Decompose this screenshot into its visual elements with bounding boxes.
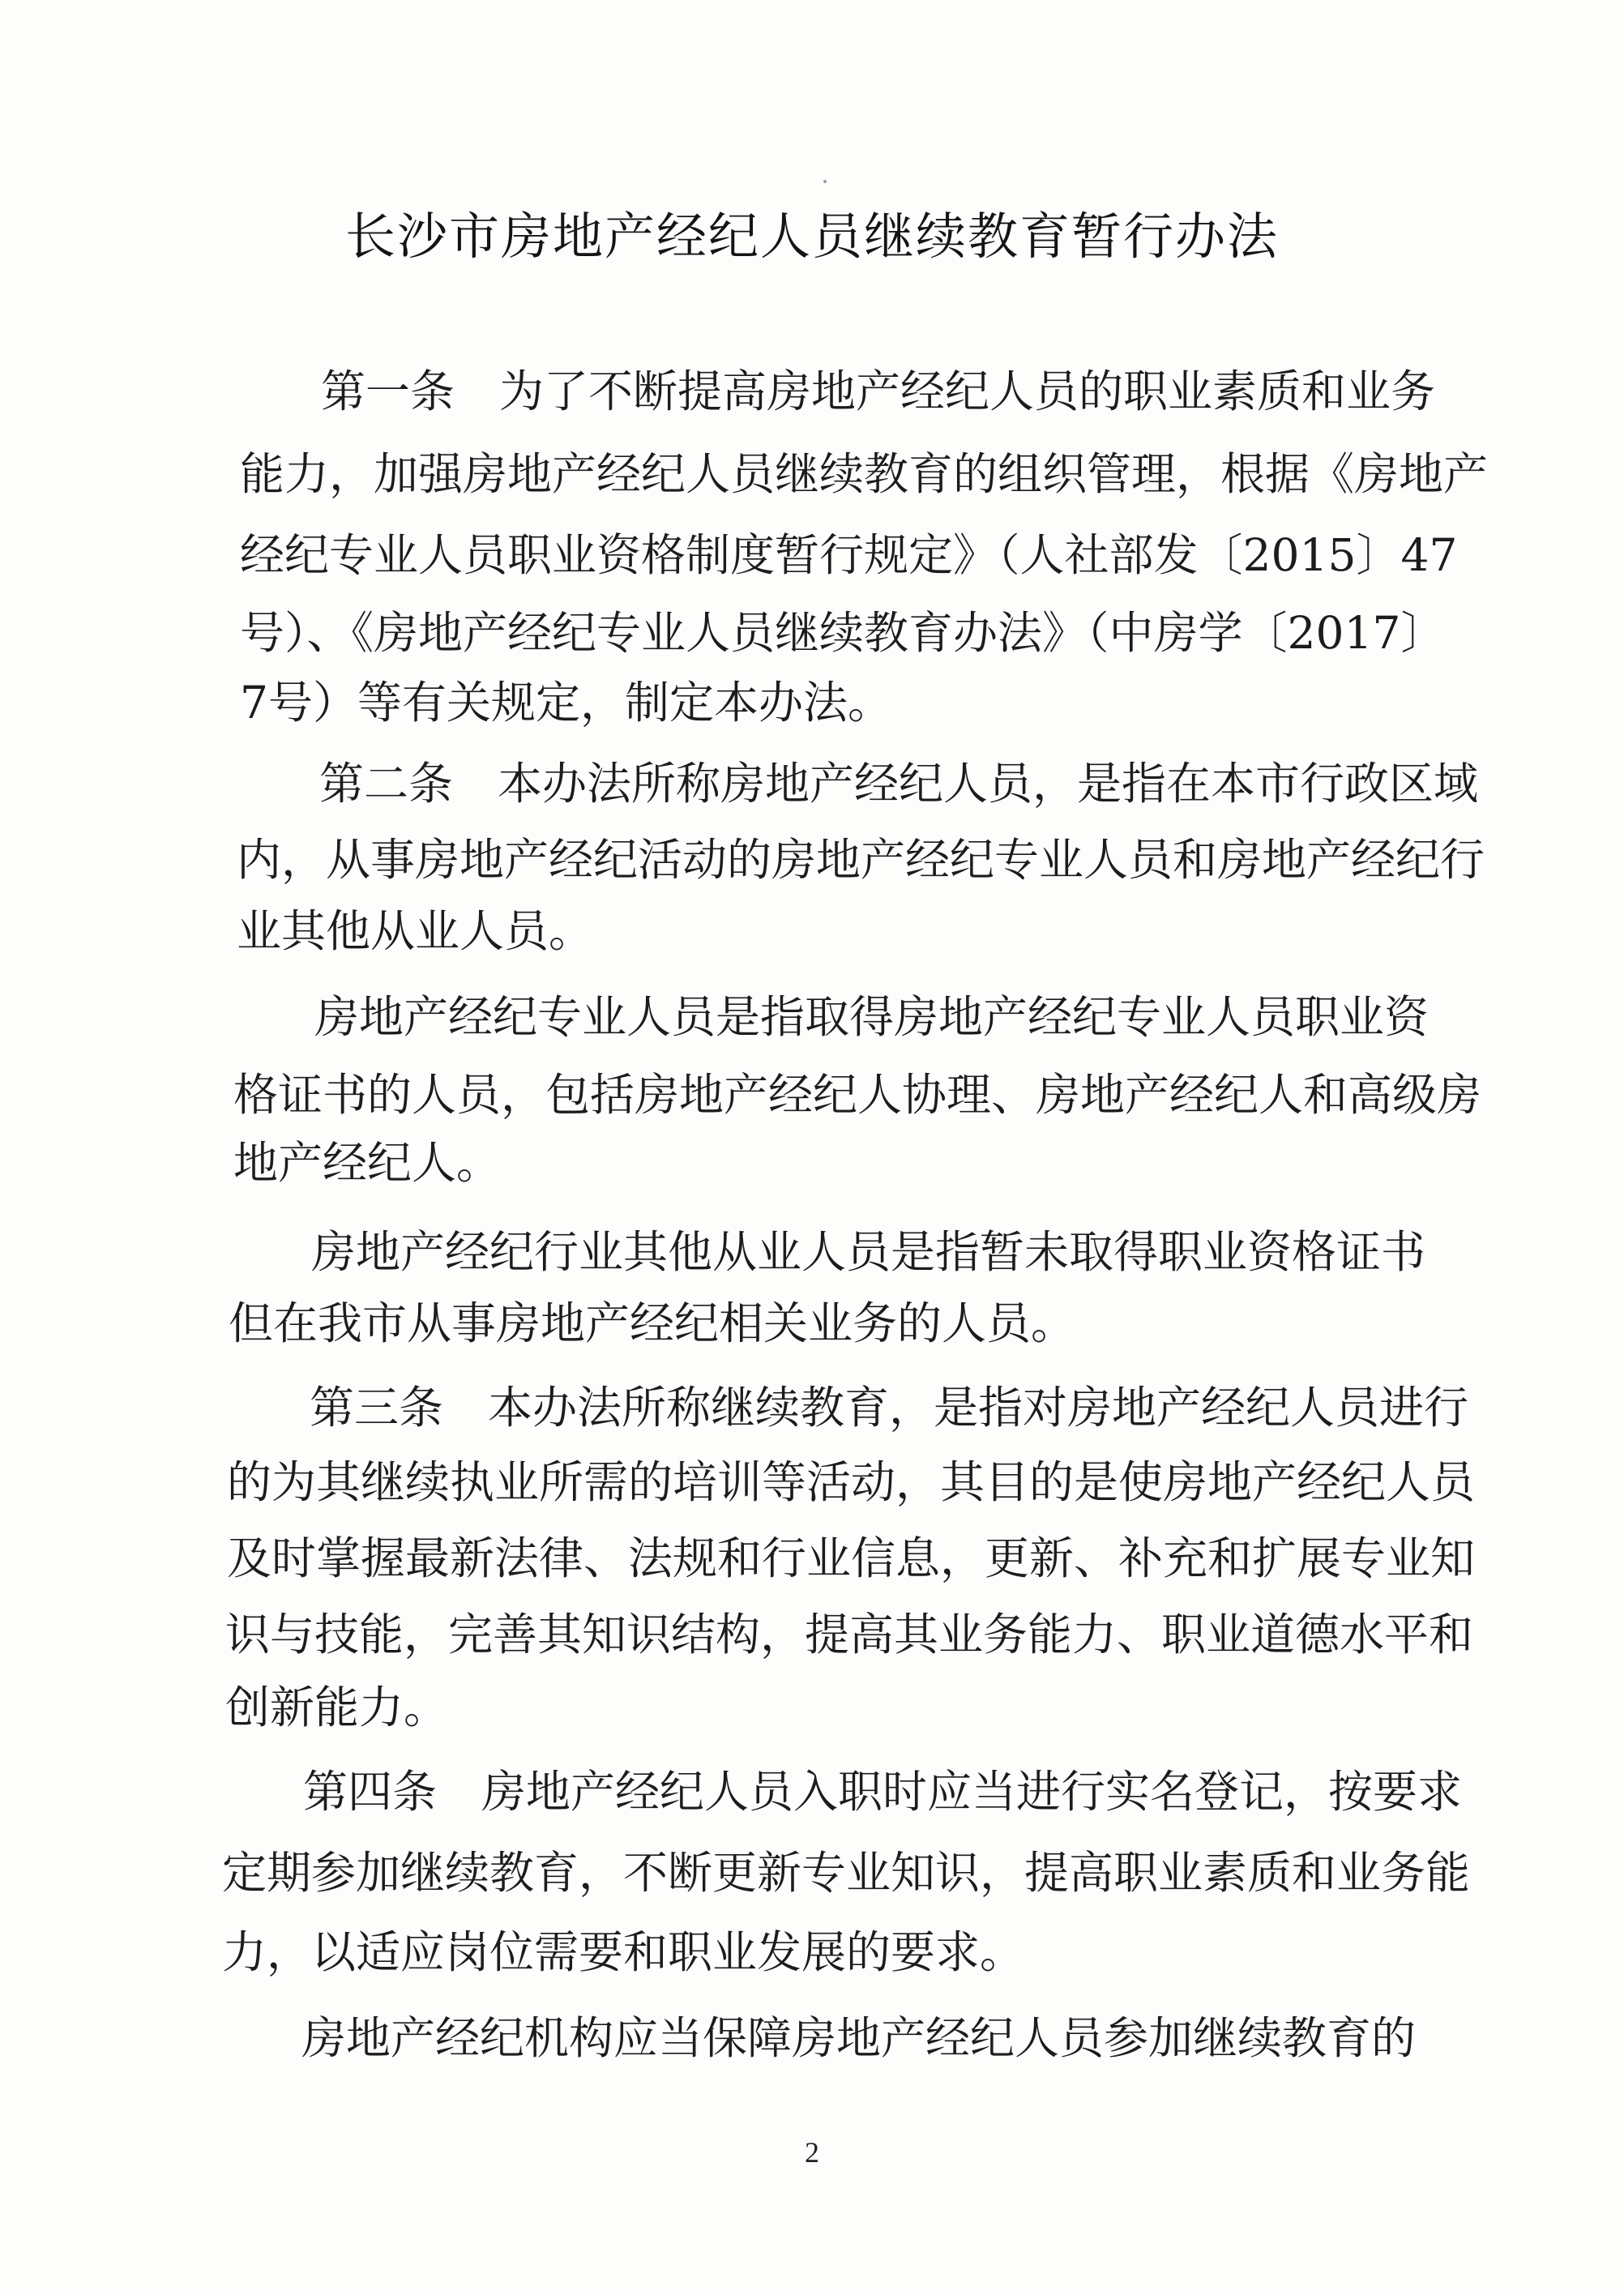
body-line: 的为其继续执业所需的培训等活动，其目的是使房地产经纪人员	[227, 1456, 1476, 1508]
body-line: 第一条 为了不断提高房地产经纪人员的职业素质和业务	[321, 365, 1436, 417]
body-line: 业其他从业人员。	[237, 905, 594, 957]
body-line: 力，以适应岗位需要和职业发展的要求。	[222, 1926, 1025, 1978]
body-line: 格证书的人员，包括房地产经纪人协理、房地产经纪人和高级房	[233, 1069, 1482, 1121]
page-number: 2	[805, 2136, 819, 2169]
body-line: 识与技能，完善其知识结构，提高其业务能力、职业道德水平和	[225, 1609, 1474, 1660]
body-line: 地产经纪人。	[233, 1137, 502, 1189]
body-line: 定期参加继续教育，不断更新专业知识，提高职业素质和业务能	[222, 1847, 1471, 1899]
body-line: 房地产经纪行业其他从业人员是指暂未取得职业资格证书	[311, 1226, 1426, 1278]
body-line: 但在我市从事房地产经纪相关业务的人员。	[229, 1297, 1076, 1349]
body-line: 第二条 本办法所称房地产经纪人员，是指在本市行政区域	[319, 758, 1479, 810]
body-line: 能力，加强房地产经纪人员继续教育的组织管理，根据《房地产	[240, 448, 1489, 500]
document-title: 长沙市房地产经纪人员继续教育暂行办法	[344, 207, 1279, 266]
body-line: 号）、《房地产经纪专业人员继续教育办法》（中房学〔2017〕	[240, 607, 1446, 659]
body-line: 创新能力。	[225, 1682, 449, 1733]
body-line: 第三条 本办法所称继续教育，是指对房地产经纪人员进行	[310, 1382, 1469, 1434]
body-line: 内，从事房地产经纪活动的房地产经纪专业人员和房地产经纪行	[237, 834, 1485, 886]
scan-speck	[823, 180, 827, 183]
body-line: 及时掌握最新法律、法规和行业信息，更新、补充和扩展专业知	[227, 1532, 1476, 1584]
body-line: 房地产经纪机构应当保障房地产经纪人员参加继续教育的	[301, 2012, 1417, 2064]
body-line: 第四条 房地产经纪人员入职时应当进行实名登记，按要求	[303, 1766, 1463, 1818]
body-line: 房地产经纪专业人员是指取得房地产经纪专业人员职业资	[314, 991, 1430, 1043]
body-line: 经纪专业人员职业资格制度暂行规定》（人社部发〔2015〕47	[240, 529, 1458, 581]
body-line: 7号）等有关规定，制定本办法。	[240, 677, 892, 729]
